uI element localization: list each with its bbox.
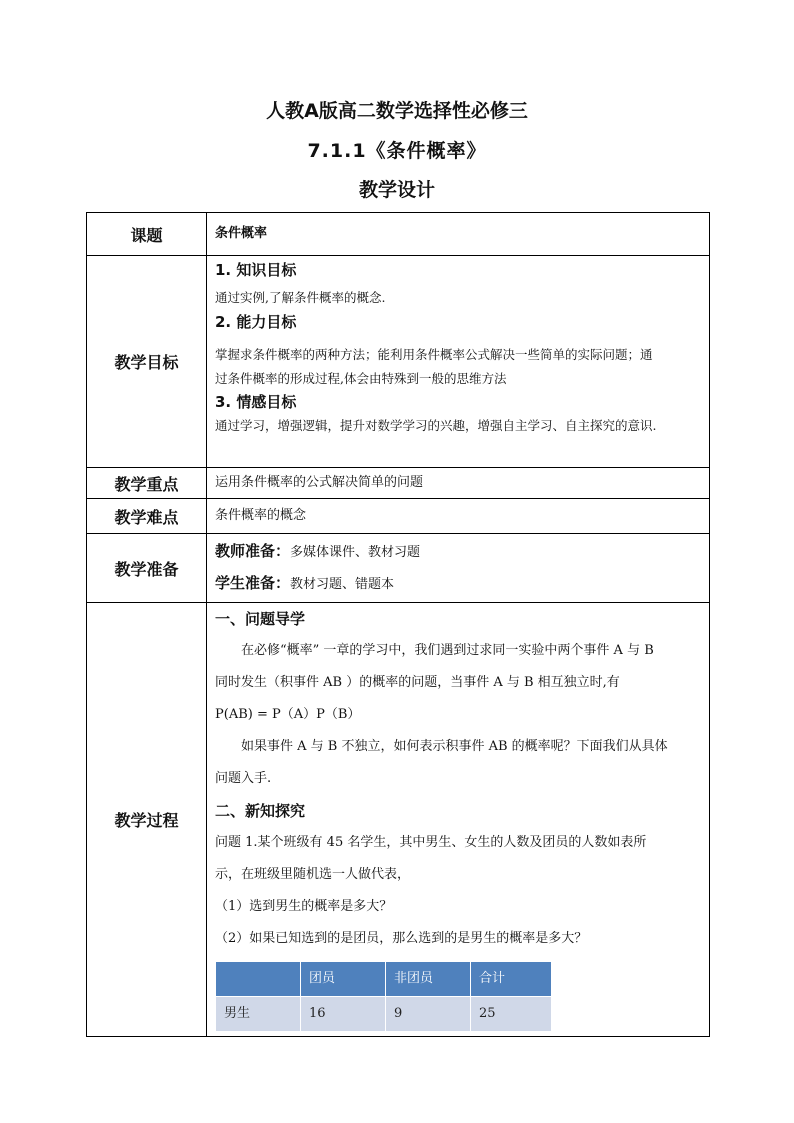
question-1-line-1: 问题 1.某个班级有 45 名学生，其中男生、女生的人数及团员的人数如表所 [215, 835, 647, 850]
process-row [87, 603, 710, 1037]
student-table-cell: 男生 [216, 997, 301, 1032]
key-points-value: 运用条件概率的公式解决简单的问题 [207, 468, 710, 499]
intro-question-line-2: 问题入手. [215, 771, 272, 786]
preparation-content [207, 534, 710, 603]
intro-question-line-1: 如果事件 A 与 B 不独立，如何表示积事件 AB 的概率呢？下面我们从具体 [241, 739, 668, 754]
goals-content [207, 256, 710, 468]
teacher-prep-label: 教师准备： [215, 542, 291, 560]
goal-ability-title: 2. 能力目标 [215, 313, 297, 331]
process-label: 教学过程 [87, 603, 207, 1037]
student-table-header-nonmember: 非团员 [386, 962, 471, 997]
intro-paragraph-line-1: 在必修“概率” 一章的学习中，我们遇到过求同一实验中两个事件 A 与 B [241, 643, 654, 658]
topic-row [87, 213, 710, 256]
goal-ability-text-1: 掌握求条件概率的两种方法；能利用条件概率公式解决一些简单的实际问题；通 [215, 347, 653, 362]
topic-value: 条件概率 [207, 213, 710, 256]
independence-formula: P(AB) = P（A）P（B） [215, 707, 361, 722]
question-1-line-2: 示，在班级里随机选一人做代表， [215, 867, 411, 882]
section-new-knowledge-title: 二、新知探究 [215, 802, 306, 820]
goal-emotion-title: 3. 情感目标 [215, 393, 297, 411]
goal-knowledge-text: 通过实例,了解条件概率的概念. [215, 290, 386, 305]
document-type: 教学设计 [358, 179, 435, 201]
preparation-row [87, 534, 710, 603]
student-table-header-row [216, 962, 552, 997]
student-count-table [215, 961, 552, 1032]
student-prep [215, 568, 703, 600]
key-points-label: 教学重点 [87, 468, 207, 499]
student-table-header-empty [216, 962, 301, 997]
question-1-part-b: （2）如果已知选到的是团员，那么选到的是男生的概率是多大？ [215, 931, 588, 946]
student-prep-value: 教材习题、错题本 [290, 577, 395, 592]
goals-label: 教学目标 [87, 256, 207, 468]
student-table-cell: 9 [386, 997, 471, 1032]
goal-emotion-text: 通过学习，增强逻辑，提升对数学学习的兴趣，增强自主学习、自主探究的意识. [215, 418, 657, 433]
key-points-row [87, 468, 710, 499]
lesson-plan-table [86, 212, 710, 1037]
student-prep-label: 学生准备： [215, 574, 291, 592]
student-table-header-total: 合计 [471, 962, 552, 997]
question-1-part-a: （1）选到男生的概率是多大？ [215, 899, 393, 914]
teacher-prep-value: 多媒体课件、教材习题 [290, 545, 421, 560]
student-table-cell: 16 [301, 997, 386, 1032]
lesson-title: 7.1.1《条件概率》 [307, 140, 487, 162]
goal-knowledge-title: 1. 知识目标 [215, 261, 297, 279]
preparation-label: 教学准备 [87, 534, 207, 603]
difficulties-value: 条件概率的概念 [207, 499, 710, 534]
student-table-row-male [216, 997, 552, 1032]
topic-label: 课题 [87, 213, 207, 256]
intro-paragraph-line-2: 同时发生（积事件 AB ）的概率的问题，当事件 A 与 B 相互独立时,有 [215, 675, 620, 690]
difficulties-label: 教学难点 [87, 499, 207, 534]
goal-ability-text-2: 过条件概率的形成过程,体会由特殊到一般的思维方法 [215, 371, 507, 386]
student-table-cell: 25 [471, 997, 552, 1032]
difficulties-row [87, 499, 710, 534]
goals-row [87, 256, 710, 468]
document-title: 人教A版高二数学选择性必修三 [266, 100, 528, 122]
student-table-header-member: 团员 [301, 962, 386, 997]
process-content [207, 603, 710, 1037]
teacher-prep [215, 536, 703, 568]
section-problem-intro-title: 一、问题导学 [215, 610, 306, 628]
